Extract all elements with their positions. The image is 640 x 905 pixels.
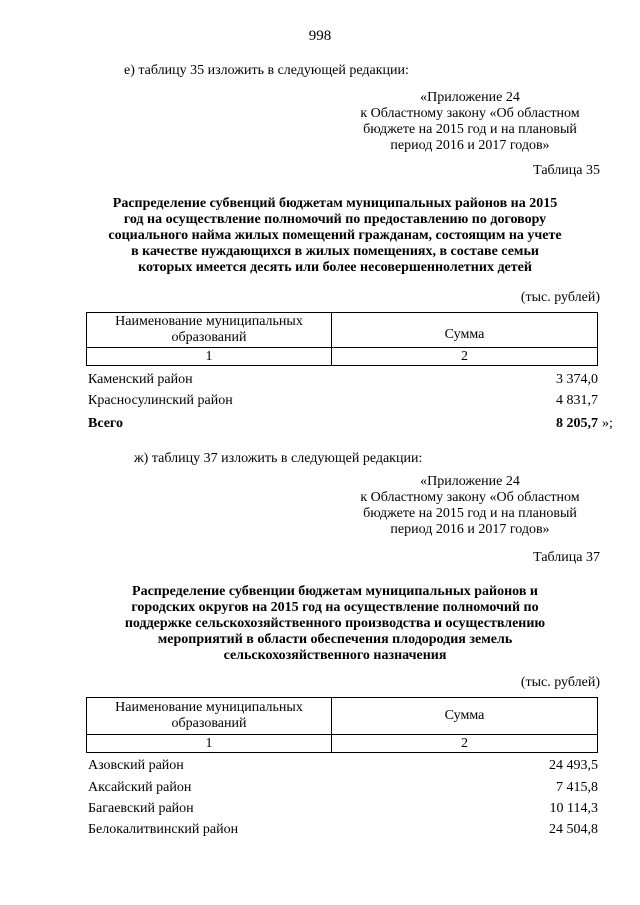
total-value: 8 205,7 (556, 416, 598, 431)
title-line: социального найма жилых помещений гражданам, состоящим на учете (108, 228, 562, 243)
row-value: 3 374,0 (556, 372, 598, 387)
header-name-cell (87, 698, 332, 735)
row-value: 7 415,8 (556, 780, 598, 795)
annex-line: бюджете на 2015 год и на плановый (363, 506, 577, 521)
row-name: Аксайский район (88, 780, 192, 795)
annex-line: период 2016 и 2017 годов» (390, 138, 550, 153)
row-value: 10 114,3 (549, 801, 598, 816)
header-num-cell: 1 (87, 735, 332, 753)
instruction-text: ж) таблицу 37 изложить в следующей редакции: (134, 451, 423, 466)
page-number: 998 (308, 28, 332, 44)
row-name: Красносулинский район (88, 393, 233, 408)
header-name-cell (87, 313, 332, 348)
annex-reference (340, 474, 600, 538)
title-line: городских округов на 2015 год на осуществление полномочий по (131, 600, 539, 615)
title-line: сельскохозяйственного назначения (223, 648, 447, 663)
row-name: Багаевский район (88, 801, 194, 816)
annex-line: «Приложение 24 (420, 90, 520, 105)
title-line: Распределение субвенций бюджетам муниципальных районов на 2015 (112, 196, 558, 211)
title-line: Распределение субвенции бюджетам муниципальных районов и (132, 584, 538, 599)
header-num-cell: 2 (332, 735, 598, 753)
header-num-cell: 1 (87, 348, 332, 366)
table-header (86, 697, 598, 753)
header-name-line: образований (171, 716, 247, 731)
table-title (80, 584, 590, 664)
table-label: Таблица 37 (533, 550, 600, 565)
annex-line: бюджете на 2015 год и на плановый (363, 122, 577, 137)
header-sum-cell: Сумма (332, 313, 598, 348)
title-line: в качестве нуждающихся в жилых помещениях, в составе семьи (131, 244, 539, 259)
table-label: Таблица 35 (533, 163, 600, 178)
annex-line: «Приложение 24 (420, 474, 520, 489)
annex-line: к Областному закону «Об областном (360, 106, 580, 121)
annex-line: период 2016 и 2017 годов» (390, 522, 550, 537)
instruction-text: е) таблицу 35 изложить в следующей редакции: (124, 63, 409, 78)
units-label: (тыс. рублей) (520, 290, 600, 305)
title-line: год на осуществление полномочий по предоставлению по договору (123, 212, 547, 227)
table-title (80, 196, 590, 276)
row-name: Белокалитвинский район (88, 822, 239, 837)
header-sum-cell: Сумма (332, 698, 598, 735)
header-name-line: Наименование муниципальных (115, 700, 303, 715)
total-label: Всего (88, 416, 123, 431)
row-name: Азовский район (88, 758, 184, 773)
annex-line: к Областному закону «Об областном (360, 490, 580, 505)
title-line: которых имеется десять или более несовершеннолетних детей (138, 260, 532, 275)
row-value: 24 504,8 (549, 822, 598, 837)
closing-quote: »; (602, 416, 613, 431)
title-line: поддержке сельскохозяйственного производства и осуществлению (124, 616, 546, 631)
annex-reference (340, 90, 600, 154)
header-num-cell: 2 (332, 348, 598, 366)
row-value: 4 831,7 (556, 393, 598, 408)
units-label: (тыс. рублей) (520, 675, 600, 690)
header-name-line: Наименование муниципальных (115, 314, 303, 329)
row-name: Каменский район (88, 372, 193, 387)
header-name-line: образований (171, 330, 247, 345)
row-value: 24 493,5 (549, 758, 598, 773)
title-line: мероприятий в области обеспечения плодородия земель (157, 632, 513, 647)
table-header (86, 312, 598, 366)
